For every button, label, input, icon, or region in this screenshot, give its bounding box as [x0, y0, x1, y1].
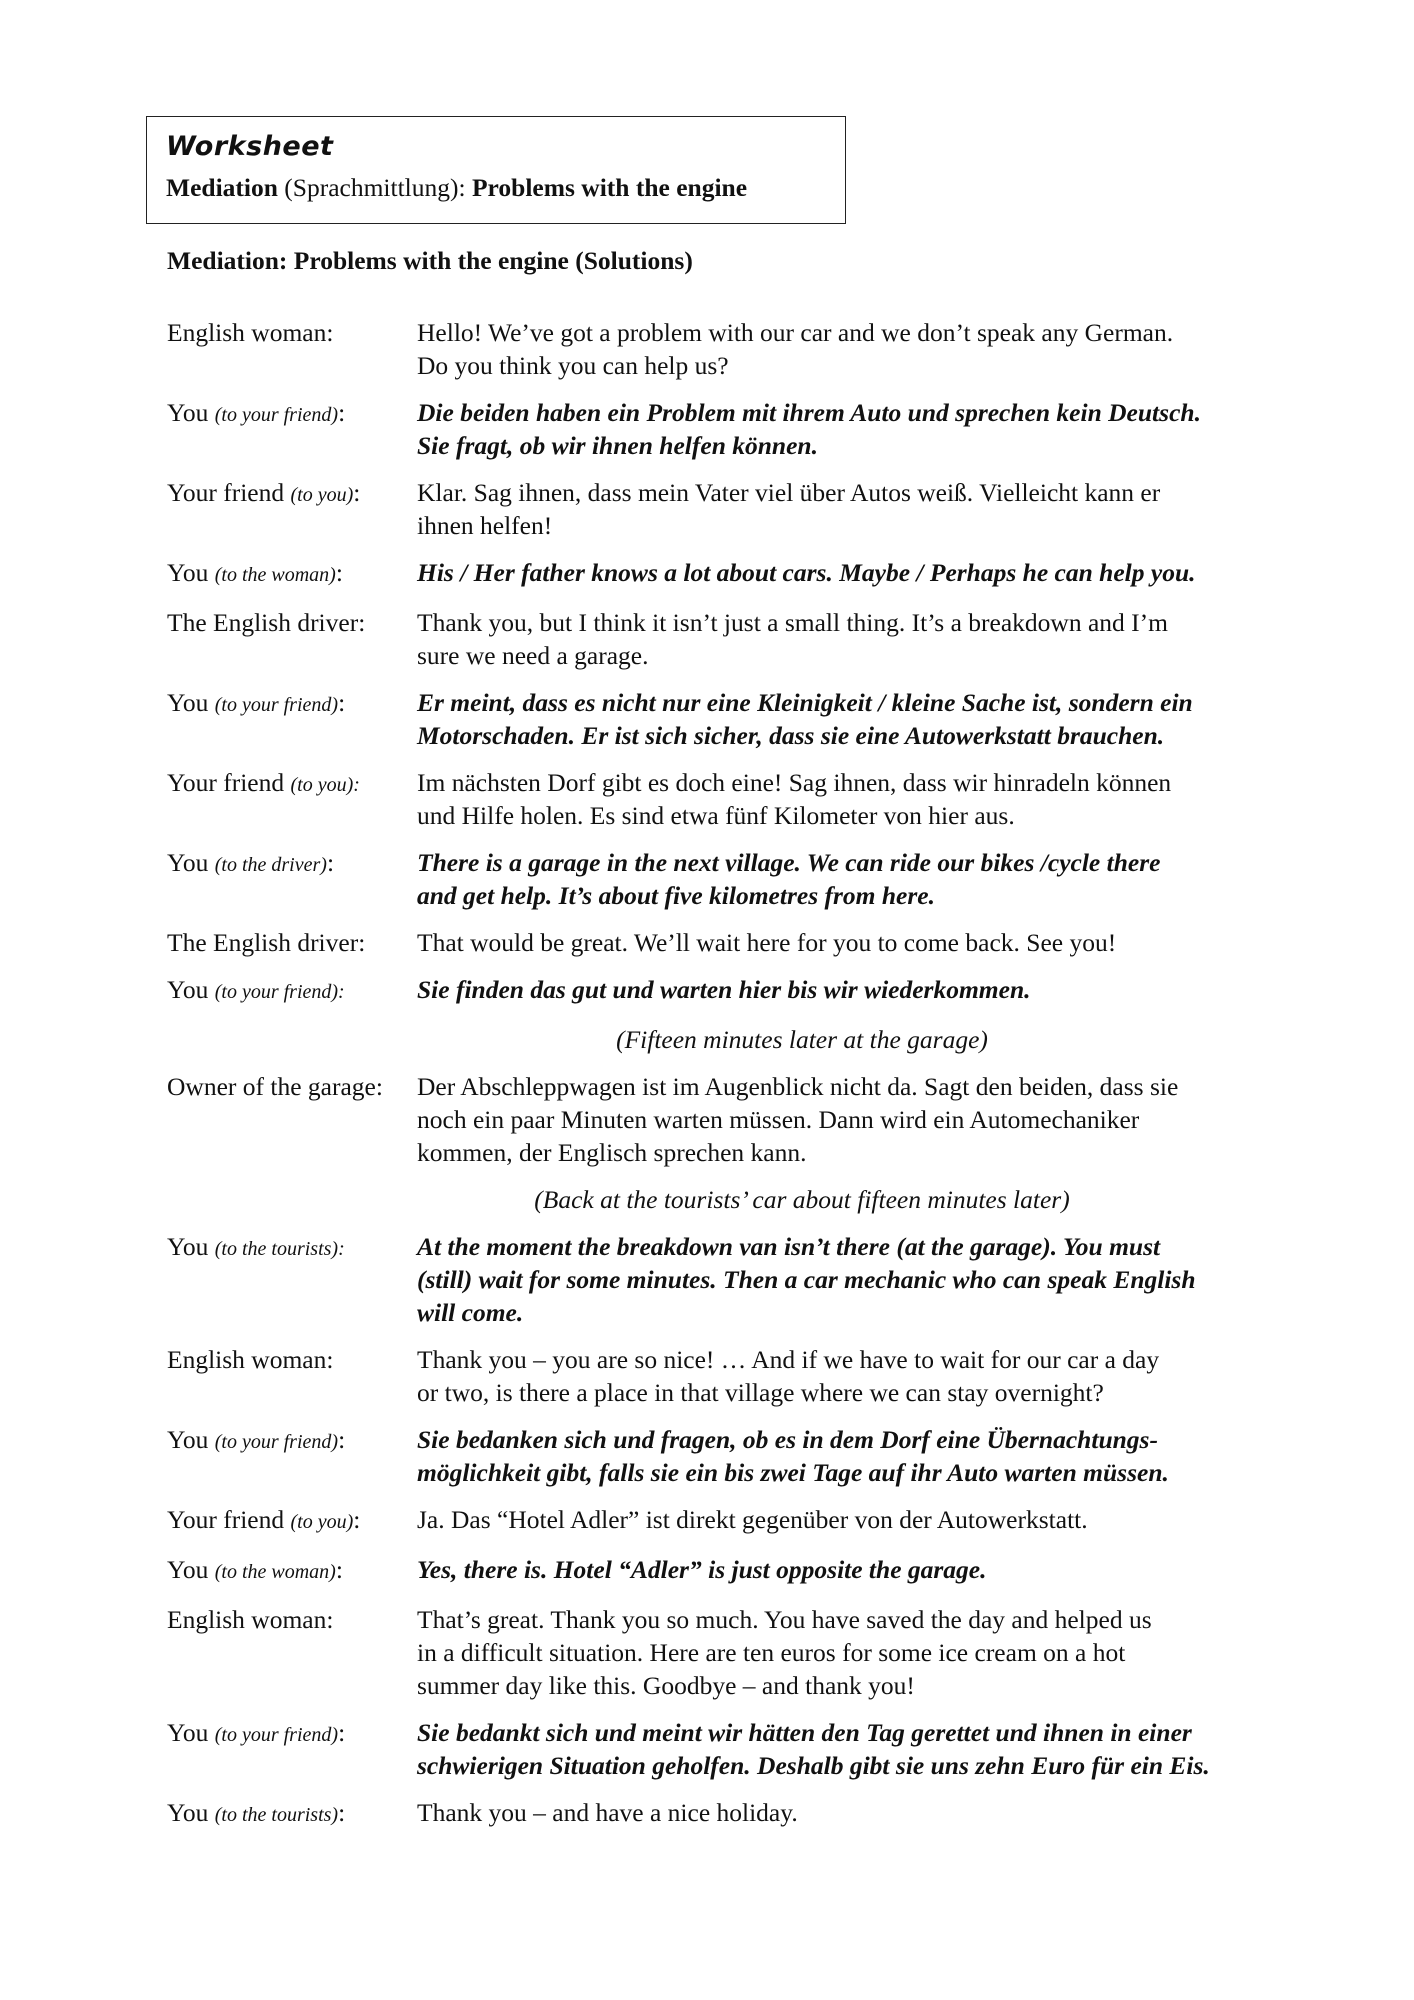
speaker-suffix: :: [326, 848, 335, 877]
speaker-name: You: [167, 1555, 215, 1584]
section-title: Mediation: Problems with the engine (Solutions): [167, 246, 693, 275]
speaker-label: [167, 1796, 417, 1832]
utterance-line: Sie finden das gut und warten hier bis wir wiederkommen.: [417, 975, 1031, 1004]
utterance-line: Yes, there is. Hotel “Adler” is just opposite the garage.: [417, 1555, 987, 1584]
dialogue-row: [167, 316, 1297, 382]
speaker-note: (to the woman): [214, 1561, 336, 1583]
speaker-note: (to the tourists): [214, 1804, 339, 1826]
utterance: [417, 606, 1297, 672]
utterance-line: Sie bedanken sich und fragen, ob es in dem Dorf eine Übernachtungs-: [417, 1425, 1158, 1454]
utterance-line: Die beiden haben ein Problem mit ihrem Auto und sprechen kein Deutsch.: [417, 398, 1201, 427]
dialogue-row: [167, 1796, 1297, 1832]
utterance-line: Ja. Das “Hotel Adler” ist direkt gegenüber von der Autowerkstatt.: [417, 1505, 1088, 1534]
dialogue: [167, 316, 1297, 1832]
subtitle-mediation: Mediation: [166, 173, 278, 202]
speaker-label: [167, 1423, 417, 1489]
dialogue-row: [167, 686, 1297, 752]
utterance-line: Im nächsten Dorf gibt es doch eine! Sag ihnen, dass wir hinradeln können: [417, 768, 1172, 797]
dialogue-row: [167, 1716, 1297, 1782]
speaker-label: [167, 556, 417, 592]
mediation-answer: [417, 846, 1297, 912]
speaker-name: You: [167, 688, 215, 717]
speaker-label: [167, 606, 417, 672]
speaker-name: The English driver:: [167, 608, 366, 637]
dialogue-row: [167, 1503, 1297, 1539]
speaker-label: [167, 926, 417, 959]
utterance-line: That would be great. We’ll wait here for you to come back. See you!: [417, 928, 1117, 957]
speaker-label: [167, 316, 417, 382]
utterance-line: There is a garage in the next village. We can ride our bikes /cycle there: [417, 848, 1161, 877]
speaker-suffix: :: [335, 1555, 343, 1584]
worksheet-title: Worksheet: [166, 131, 334, 162]
utterance-line: möglichkeit gibt, falls sie ein bis zwei Tage auf ihr Auto warten müssen.: [417, 1458, 1169, 1487]
speaker-note: (to you):: [290, 774, 360, 796]
utterance-line: Do you think you can help us?: [417, 351, 729, 380]
utterance-line: Hello! We’ve got a problem with our car and we don’t speak any German.: [417, 318, 1174, 347]
mediation-answer: [417, 396, 1297, 462]
speaker-suffix: :: [338, 1718, 346, 1747]
dialogue-row: [167, 476, 1297, 542]
speaker-suffix: :: [335, 558, 343, 587]
speaker-label: [167, 1343, 417, 1409]
speaker-suffix: :: [338, 688, 346, 717]
speaker-name: You: [167, 848, 215, 877]
utterance-line: Sie bedankt sich und meint wir hätten den Tag gerettet und ihnen in einer: [417, 1718, 1192, 1747]
utterance: [417, 1070, 1297, 1169]
speaker-label: [167, 1230, 417, 1329]
speaker-label: [167, 766, 417, 832]
utterance-line: ihnen helfen!: [417, 511, 553, 540]
worksheet-subtitle: [166, 173, 747, 203]
mediation-answer: [417, 556, 1297, 592]
speaker-name: English woman:: [167, 1345, 334, 1374]
utterance-line: At the moment the breakdown van isn’t there (at the garage). You must: [417, 1232, 1161, 1261]
speaker-label: [167, 1070, 417, 1169]
utterance-line: noch ein paar Minuten warten müssen. Dann wird ein Automechaniker: [417, 1105, 1140, 1134]
speaker-label: [167, 1716, 417, 1782]
utterance: [417, 1796, 1297, 1832]
utterance-line: Er meint, dass es nicht nur eine Kleinigkeit / kleine Sache ist, sondern ein: [417, 688, 1193, 717]
speaker-label: [167, 686, 417, 752]
utterance-line: and get help. It’s about five kilometres from here.: [417, 881, 935, 910]
speaker-name: Your friend: [167, 768, 291, 797]
mediation-answer: [417, 1230, 1297, 1329]
subtitle-paren: (Sprachmittlung):: [277, 173, 472, 202]
dialogue-row: [167, 1070, 1297, 1169]
mediation-answer: [417, 1423, 1297, 1489]
utterance: [417, 1603, 1297, 1702]
utterance-line: Motorschaden. Er ist sich sicher, dass sie eine Autowerkstatt brauchen.: [417, 721, 1165, 750]
worksheet-header-box: [146, 116, 846, 224]
utterance-line: schwierigen Situation geholfen. Deshalb gibt sie uns zehn Euro für ein Eis.: [417, 1751, 1210, 1780]
speaker-name: The English driver:: [167, 928, 366, 957]
dialogue-row: [167, 766, 1297, 832]
speaker-suffix: :: [338, 398, 346, 427]
speaker-suffix: :: [353, 478, 361, 507]
speaker-name: English woman:: [167, 318, 334, 347]
dialogue-row: [167, 606, 1297, 672]
utterance-line: (still) wait for some minutes. Then a car mechanic who can speak English: [417, 1265, 1196, 1294]
utterance-line: Thank you – you are so nice! … And if we have to wait for our car a day: [417, 1345, 1160, 1374]
dialogue-row: [167, 1603, 1297, 1702]
utterance-line: Klar. Sag ihnen, dass mein Vater viel über Autos weiß. Vielleicht kann er: [417, 478, 1161, 507]
speaker-suffix: :: [353, 1505, 361, 1534]
speaker-name: You: [167, 1798, 215, 1827]
dialogue-row: [167, 846, 1297, 912]
speaker-note: (to your friend):: [214, 981, 345, 1003]
stage-direction: (Back at the tourists’ car about fifteen minutes later): [534, 1185, 1070, 1214]
dialogue-row: [167, 1553, 1297, 1589]
speaker-note: (to the driver): [214, 854, 327, 876]
speaker-note: (to your friend): [214, 694, 339, 716]
dialogue-row: [167, 926, 1297, 959]
utterance-line: summer day like this. Goodbye – and thank you!: [417, 1671, 915, 1700]
utterance-line: kommen, der Englisch sprechen kann.: [417, 1138, 807, 1167]
speaker-name: English woman:: [167, 1605, 334, 1634]
speaker-note: (to your friend): [214, 1431, 339, 1453]
speaker-note: (to the woman): [214, 564, 336, 586]
speaker-name: You: [167, 1425, 215, 1454]
dialogue-row: [167, 556, 1297, 592]
speaker-label: [167, 1503, 417, 1539]
utterance: [417, 926, 1297, 959]
utterance: [417, 766, 1297, 832]
mediation-answer: [417, 1716, 1297, 1782]
utterance-line: Thank you, but I think it isn’t just a small thing. It’s a breakdown and I’m: [417, 608, 1168, 637]
dialogue-row: [167, 1230, 1297, 1329]
speaker-suffix: :: [338, 1798, 346, 1827]
dialogue-row: [167, 973, 1297, 1009]
utterance-line: in a difficult situation. Here are ten euros for some ice cream on a hot: [417, 1638, 1126, 1667]
speaker-label: [167, 1553, 417, 1589]
subtitle-topic: Problems with the engine: [471, 173, 748, 202]
utterance-line: Thank you – and have a nice holiday.: [417, 1798, 798, 1827]
speaker-label: [167, 973, 417, 1009]
speaker-suffix: :: [338, 1425, 346, 1454]
speaker-note: (to the tourists):: [214, 1238, 345, 1260]
speaker-note: (to your friend): [214, 1724, 339, 1746]
utterance-line: und Hilfe holen. Es sind etwa fünf Kilometer von hier aus.: [417, 801, 1015, 830]
utterance: [417, 1503, 1297, 1539]
utterance: [417, 1343, 1297, 1409]
dialogue-row: [167, 1423, 1297, 1489]
speaker-name: You: [167, 1232, 215, 1261]
speaker-name: Your friend: [167, 478, 291, 507]
utterance-line: will come.: [417, 1298, 524, 1327]
stage-direction: (Fifteen minutes later at the garage): [616, 1025, 988, 1054]
speaker-name: Owner of the garage:: [167, 1072, 383, 1101]
speaker-note: (to your friend): [214, 404, 339, 426]
utterance-line: His / Her father knows a lot about cars. Maybe / Perhaps he can help you.: [417, 558, 1196, 587]
speaker-name: You: [167, 558, 215, 587]
speaker-label: [167, 846, 417, 912]
dialogue-row: [167, 1343, 1297, 1409]
utterance: [417, 316, 1297, 382]
speaker-name: You: [167, 975, 215, 1004]
utterance-line: or two, is there a place in that village where we can stay overnight?: [417, 1378, 1104, 1407]
dialogue-row: [167, 396, 1297, 462]
speaker-label: [167, 476, 417, 542]
utterance: [417, 476, 1297, 542]
speaker-name: You: [167, 1718, 215, 1747]
utterance-line: Sie fragt, ob wir ihnen helfen können.: [417, 431, 818, 460]
speaker-label: [167, 1603, 417, 1702]
utterance-line: Der Abschleppwagen ist im Augenblick nicht da. Sagt den beiden, dass sie: [417, 1072, 1179, 1101]
speaker-note: (to you): [290, 484, 354, 506]
speaker-note: (to you): [290, 1511, 354, 1533]
mediation-answer: [417, 1553, 1297, 1589]
speaker-name: Your friend: [167, 1505, 291, 1534]
utterance-line: That’s great. Thank you so much. You have saved the day and helped us: [417, 1605, 1152, 1634]
speaker-name: You: [167, 398, 215, 427]
speaker-label: [167, 396, 417, 462]
mediation-answer: [417, 686, 1297, 752]
utterance-line: sure we need a garage.: [417, 641, 649, 670]
mediation-answer: [417, 973, 1297, 1009]
